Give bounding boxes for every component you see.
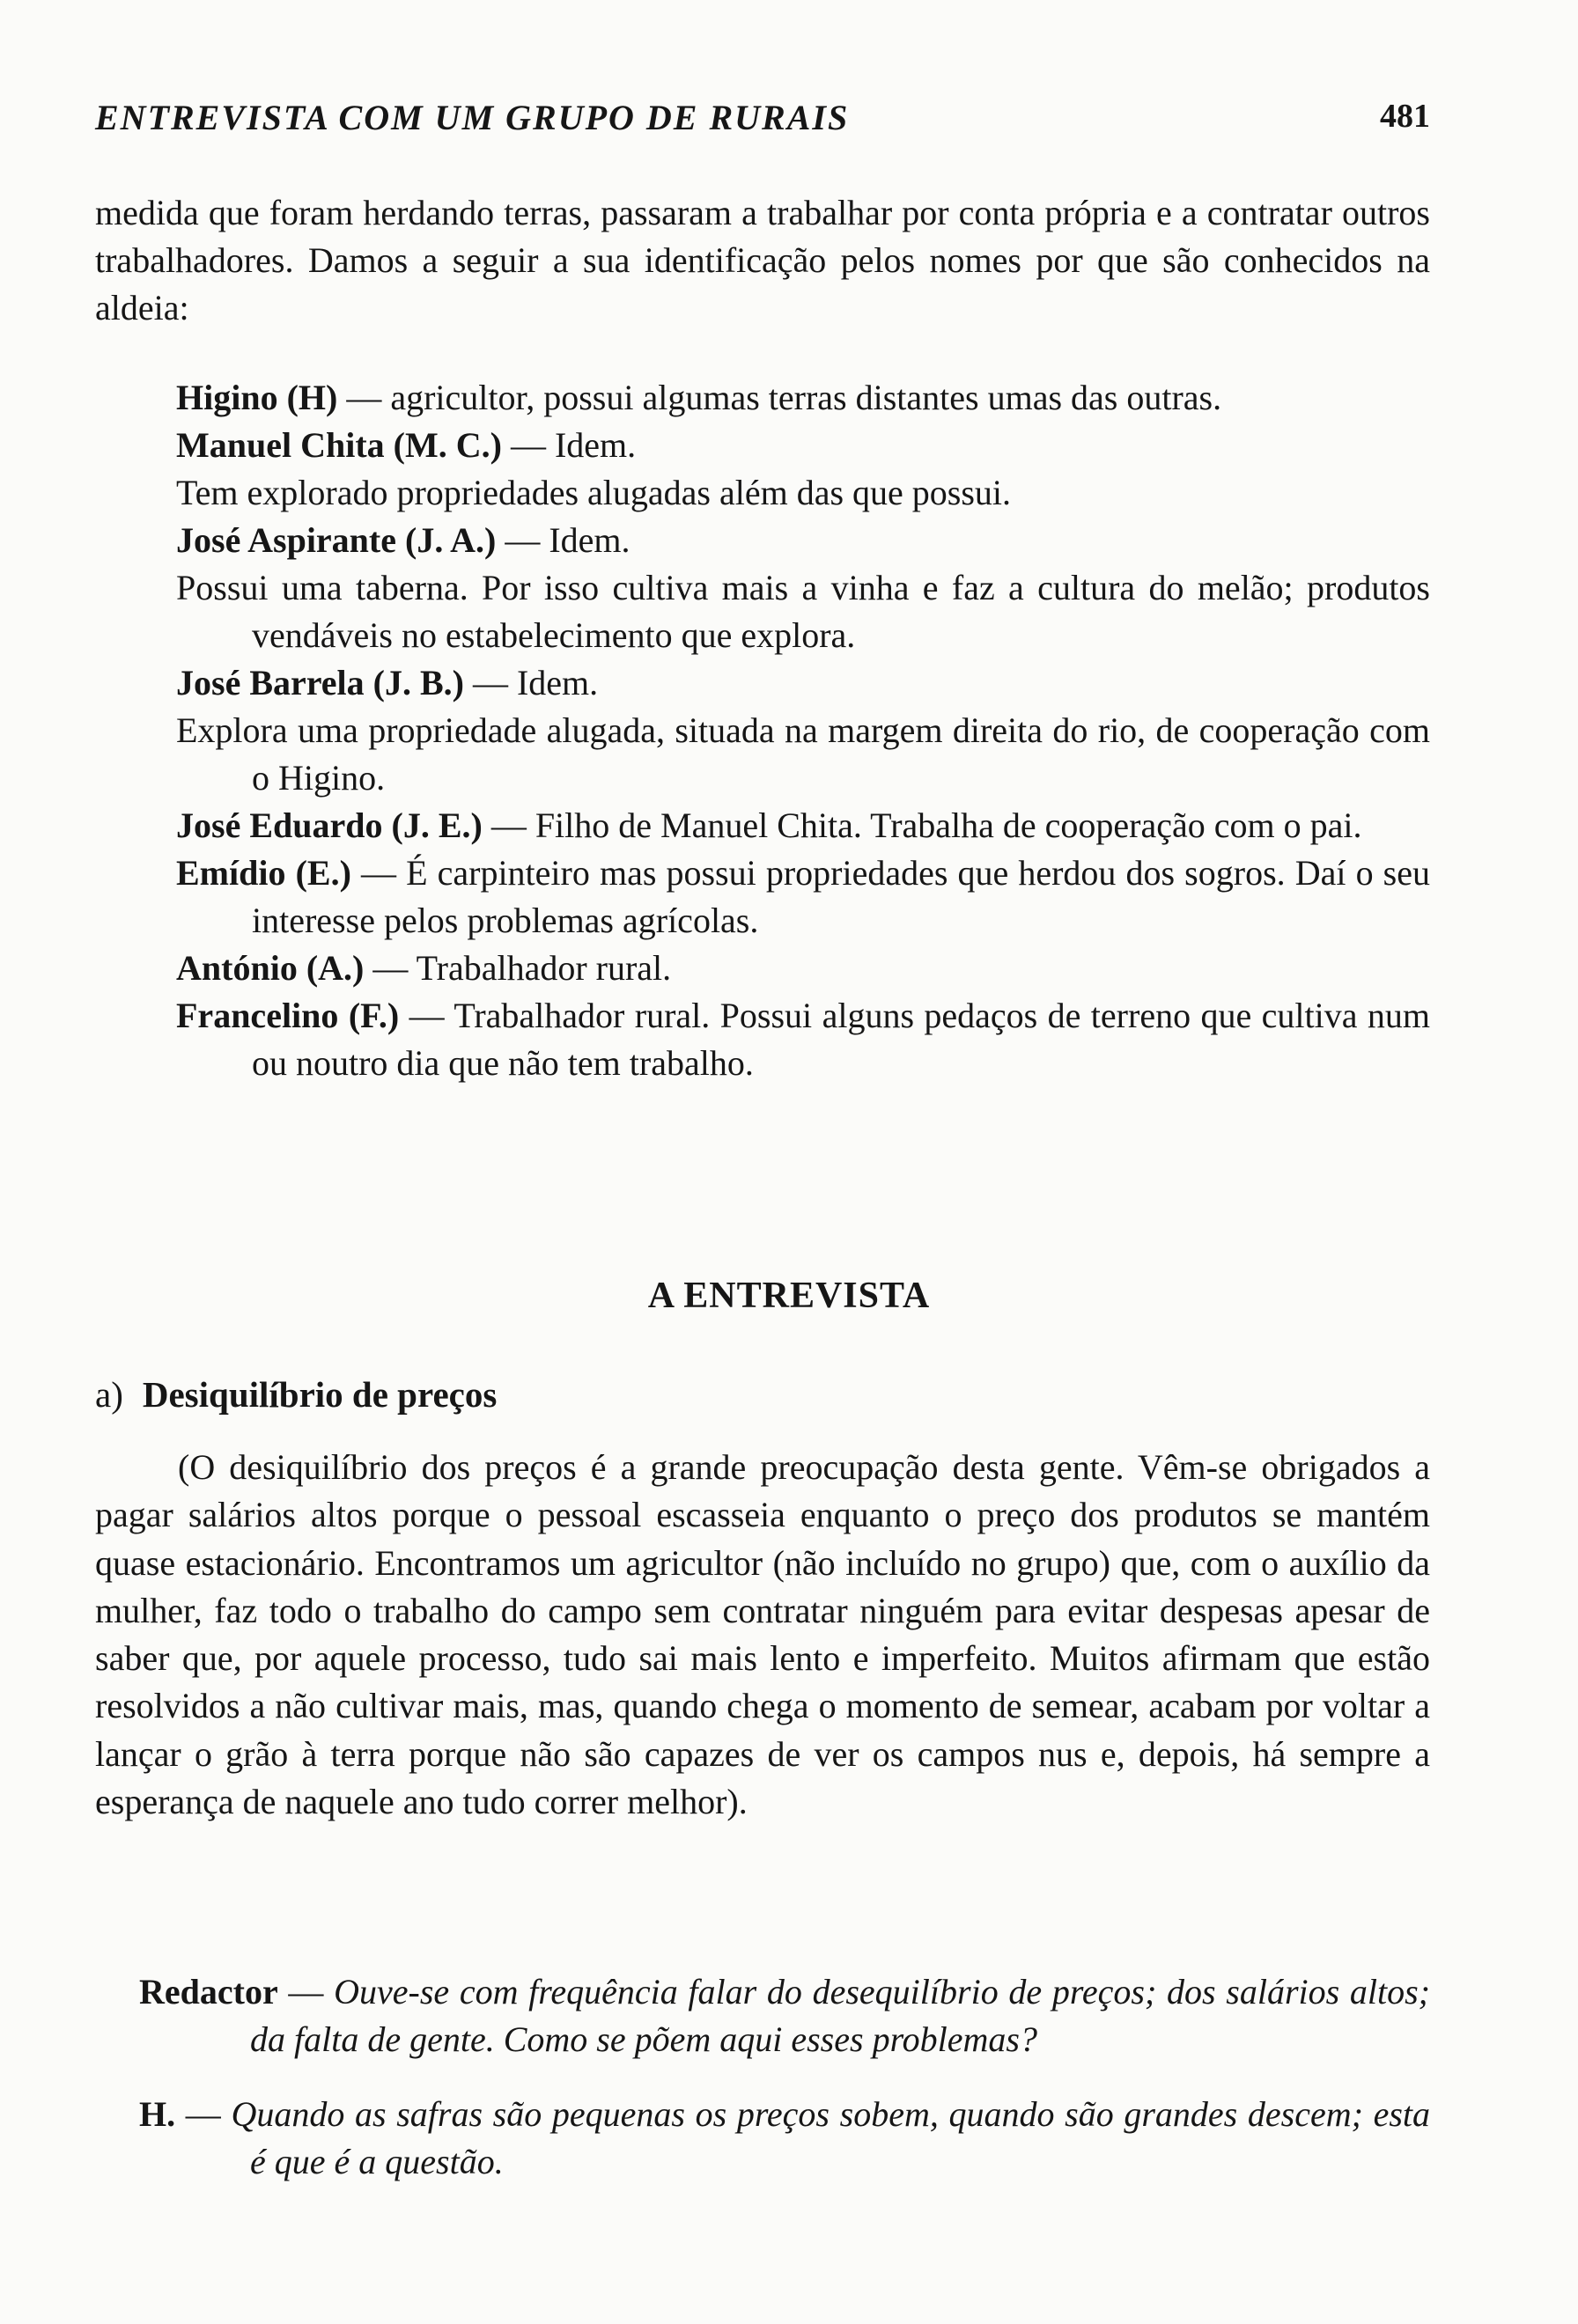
page-header: [95, 97, 1430, 150]
section-title: A ENTREVISTA: [647, 1276, 931, 1316]
participant-description: — Trabalhador rural. Possui alguns pedaços de terreno que cultiva num ou noutro dia que não tem trabalho.: [252, 996, 1431, 1083]
dialogue-turn: [139, 1968, 1430, 2063]
participant-name: Francelino (F.): [176, 996, 400, 1035]
participant-description: — É carpinteiro mas possui propriedades que herdou dos sogros. Daí o seu interesse pelos problemas agrícolas.: [252, 853, 1430, 940]
participant-description: Possui uma taberna. Por isso cultiva mais a vinha e faz a cultura do melão; produtos vendáveis no estabelecimento que explora.: [176, 568, 1430, 655]
participant-entry: [176, 945, 1430, 992]
dialogue-turn: [139, 2091, 1430, 2186]
participant-name: Higino (H): [176, 378, 338, 417]
participant-name: José Aspirante (J. A.): [176, 520, 497, 560]
participant-entry: [176, 374, 1430, 422]
participant-note: [176, 564, 1430, 659]
participant-name: António (A.): [176, 948, 365, 988]
participant-description: — Idem.: [463, 663, 599, 702]
participant-name: José Barrela (J. B.): [176, 663, 464, 702]
running-title: ENTREVISTA COM UM GRUPO DE RURAIS: [95, 98, 850, 137]
speaker-name: H.: [139, 2094, 176, 2134]
participant-note: [176, 469, 1430, 517]
participant-entry: [176, 422, 1430, 469]
participant-description: Explora uma propriedade alugada, situada na margem direita do rio, de cooperação com o Higino.: [176, 710, 1430, 798]
subsection-label: a): [95, 1374, 123, 1415]
participant-description: — Idem.: [501, 425, 637, 465]
participant-description: — Trabalhador rural.: [364, 948, 672, 988]
participant-entry: [176, 802, 1430, 849]
participants-list: [176, 374, 1430, 1087]
speaker-name: Redactor: [139, 1972, 278, 2011]
participant-entry: [176, 659, 1430, 707]
participant-description: — agricultor, possui algumas terras distantes umas das outras.: [337, 378, 1222, 417]
intro-paragraph: medida que foram herdando terras, passaram a trabalhar por conta própria e a contratar outros trabalhadores. Damos a seguir a sua identificação pelos nomes por que são conhecidos na aldeia:: [95, 193, 1430, 327]
speech-text: Quando as safras são pequenas os preços sobem, quando são grandes descem; esta é que é a questão.: [231, 2094, 1431, 2181]
dash-separator: —: [277, 1972, 335, 2011]
participant-name: Emídio (E.): [176, 853, 351, 893]
participant-entry: [176, 849, 1430, 945]
participant-entry: [176, 992, 1430, 1087]
body-paragraph: (O desiquilíbrio dos preços é a grande preocupação desta gente. Vêm-se obrigados a pagar salários altos porque o pessoal escasseia enquanto o preço dos produtos se mantém quase estacionário. Encontramos um agricultor (não incluído no grupo) que, com o auxílio da mulher, faz todo o trabalho do campo sem contratar ninguém para evitar despesas apesar de saber que, por aquele processo, tudo sai mais lento e imperfeito. Muitos afirmam que estão resolvidos a não cultivar mais, mas, quando chega o momento de semear, acabam por voltar a lançar o grão à terra porque não são capazes de ver os campos nus e, depois, há sempre a esperança de naquele ano tudo correr melhor).: [95, 1447, 1430, 1822]
page-number: 481: [1380, 98, 1430, 135]
participant-description: Tem explorado propriedades alugadas além das que possui.: [176, 473, 1012, 512]
subsection-heading: [95, 1373, 497, 1416]
participant-description: — Filho de Manuel Chita. Trabalha de cooperação com o pai.: [482, 805, 1362, 845]
participant-name: Manuel Chita (M. C.): [176, 425, 502, 465]
speech-text: Ouve-se com frequência falar do desequilíbrio de preços; dos salários altos; da falta de gente. Como se põem aqui esses problemas?: [250, 1972, 1431, 2059]
subsection-title: Desiquilíbrio de preços: [142, 1374, 498, 1415]
participant-name: José Eduardo (J. E.): [176, 805, 483, 845]
participant-note: [176, 707, 1430, 802]
dash-separator: —: [175, 2094, 232, 2134]
participant-entry: [176, 517, 1430, 564]
participant-description: — Idem.: [496, 520, 630, 560]
